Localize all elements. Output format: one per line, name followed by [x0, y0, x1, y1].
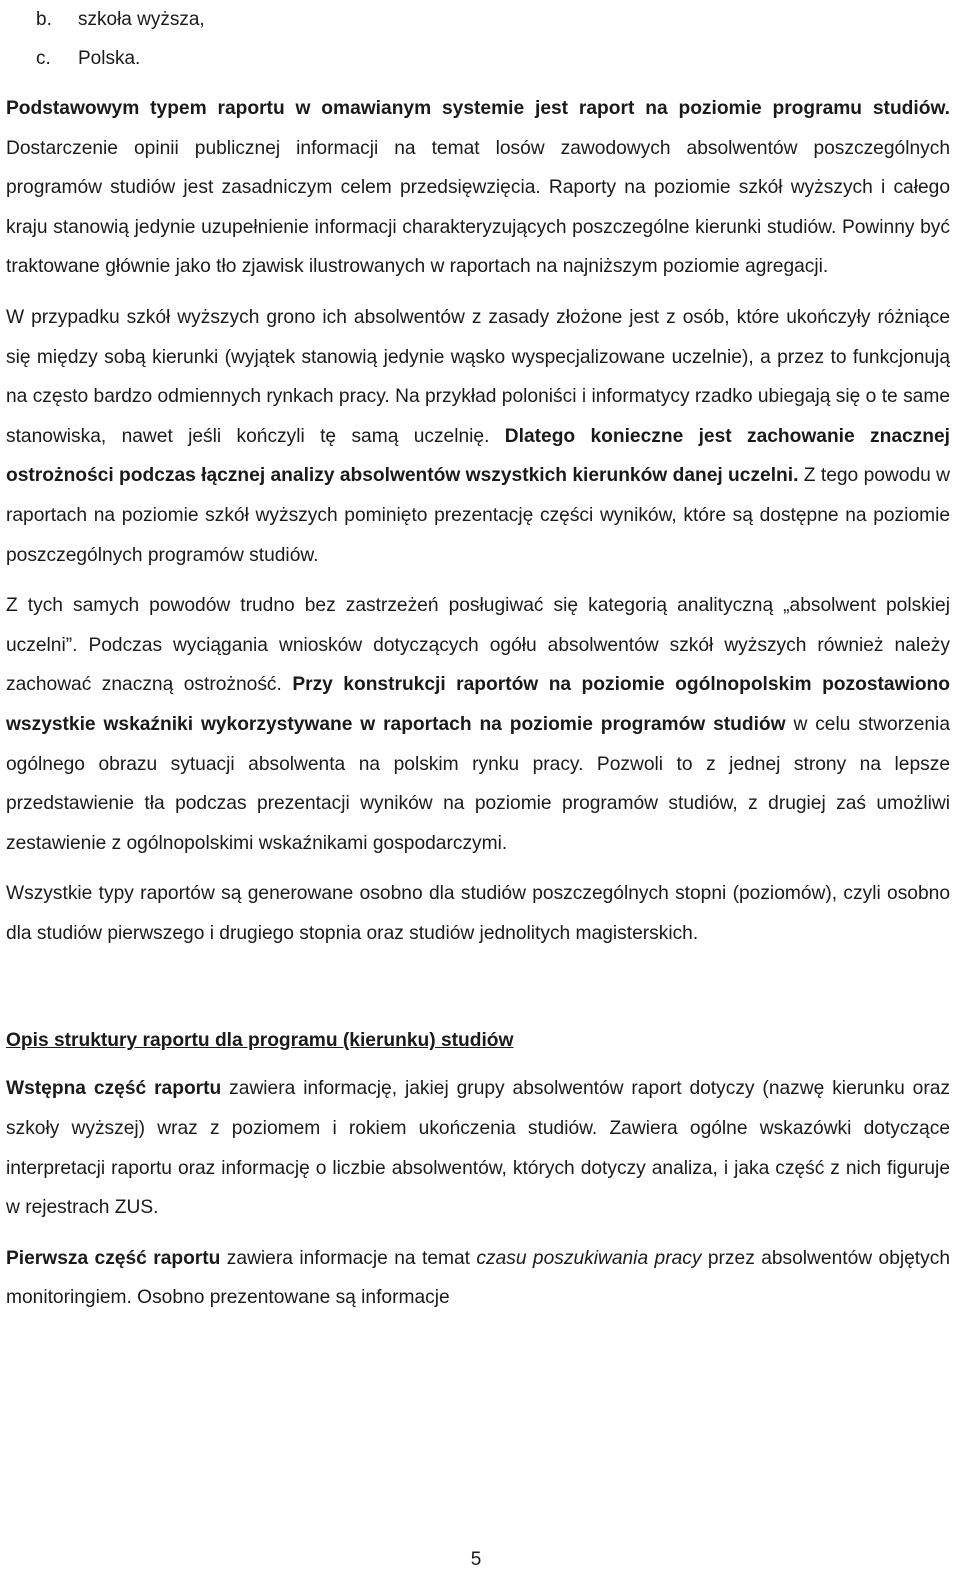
bold-text: Przy konstrukcji raportów na poziomie ogólnopolskim pozostawiono wszystkie wskaźniki wykorzystywane w raportach na poziomie programów studiów — [6, 674, 950, 735]
paragraph-text: W przypadku szkół wyższych grono ich absolwentów z zasady złożone jest z osób, które ukończyły różniące się między sobą kierunki (wyjątek stanowią jedynie wąsko wyspecjalizowane uczelnie), a przez to funkcjonują na często bardzo odmiennych rynkach pracy. Na przykład poloniści i informatycy rzadko ubiegają się o te same stanowiska, nawet jeśli kończyli tę samą uczelnię. — [6, 306, 950, 447]
paragraph-text: zawiera informację, jakiej grupy absolwentów raport dotyczy (nazwę kierunku oraz szkoły wyższej) wraz z poziomem i rokiem ukończenia studiów. Zawiera ogólne wskazówki dotyczące interpretacji raportu oraz informację o liczbie absolwentów, których dotyczy analiza, i jaka część z nich figuruje w rejestrach ZUS. — [6, 1078, 950, 1219]
list-item-text: Polska. — [78, 48, 141, 69]
list-item-text: szkoła wyższa, — [78, 9, 205, 30]
paragraph-universities — [6, 298, 950, 575]
paragraph-text: Z tego powodu w raportach na poziomie szkół wyższych pominięto prezentację części wyników, które są dostępne na poziomie poszczególnych programów studiów. — [6, 465, 950, 566]
paragraph-text: w celu stworzenia ogólnego obrazu sytuacji absolwenta na polskim rynku pracy. Pozwoli to z jednej strony na lepsze przedstawienie tła podczas prezentacji wyników na poziomie programów studiów, z drugiej zaś umożliwi zestawienie z ogólnopolskimi wskaźnikami gospodarczymi. — [6, 713, 950, 854]
page-number: 5 — [470, 1549, 482, 1570]
paragraph-text: Wszystkie typy raportów są generowane osobno dla studiów poszczególnych stopni (poziomów), czyli osobno dla studiów pierwszego i drugiego stopnia oraz studiów jednolitych magisterskich. — [6, 883, 950, 944]
italic-text: czasu poszukiwania pracy — [476, 1247, 702, 1269]
bullet-list — [6, 0, 950, 78]
paragraph-text: Z tych samych powodów trudno bez zastrzeżeń posługiwać się kategorią analityczną „absolwent polskiej uczelni”. Podczas wyciągania wniosków dotyczących ogółu absolwentów szkół wyższych również należy zachować znaczną ostrożność. — [6, 595, 950, 696]
paragraph-text: Dostarczenie opinii publicznej informacji na temat losów zawodowych absolwentów poszczególnych programów studiów jest zasadniczym celem przedsięwzięcia. Raporty na poziomie szkół wyższych i całego kraju stanowią jedynie uzupełnienie informacji charakteryzujących poszczególne kierunki studiów. Powinny być traktowane głównie jako tło zjawisk ilustrowanych w raportach na najniższym poziomie agregacji. — [6, 137, 950, 278]
list-marker: c. — [36, 48, 51, 69]
paragraph-levels — [6, 874, 950, 953]
paragraph-text: zawiera informacje na temat — [220, 1247, 477, 1269]
paragraph-report-types — [6, 89, 950, 287]
section-heading: Opis struktury raportu dla programu (kierunku) studiów — [6, 1030, 514, 1052]
paragraph-text: przez absolwentów objętych monitoringiem. Osobno prezentowane są informacje — [6, 1247, 950, 1309]
paragraph-intro-part — [6, 1069, 950, 1227]
bold-text: Podstawowym typem raportu w omawianym systemie jest raport na poziomie programu studiów. — [6, 98, 950, 119]
bold-text: Pierwsza część raportu — [6, 1247, 221, 1269]
paragraph-first-part — [6, 1239, 950, 1318]
list-item — [6, 39, 950, 78]
paragraph-national — [6, 586, 950, 863]
document-page — [6, 0, 950, 1318]
list-item — [6, 0, 950, 39]
list-marker: b. — [36, 9, 52, 30]
bold-text: Dlatego konieczne jest zachowanie znacznej ostrożności podczas łącznej analizy absolwentów wszystkich kierunków danej uczelni. — [6, 425, 951, 487]
bold-text: Wstępna część raportu — [6, 1078, 222, 1100]
